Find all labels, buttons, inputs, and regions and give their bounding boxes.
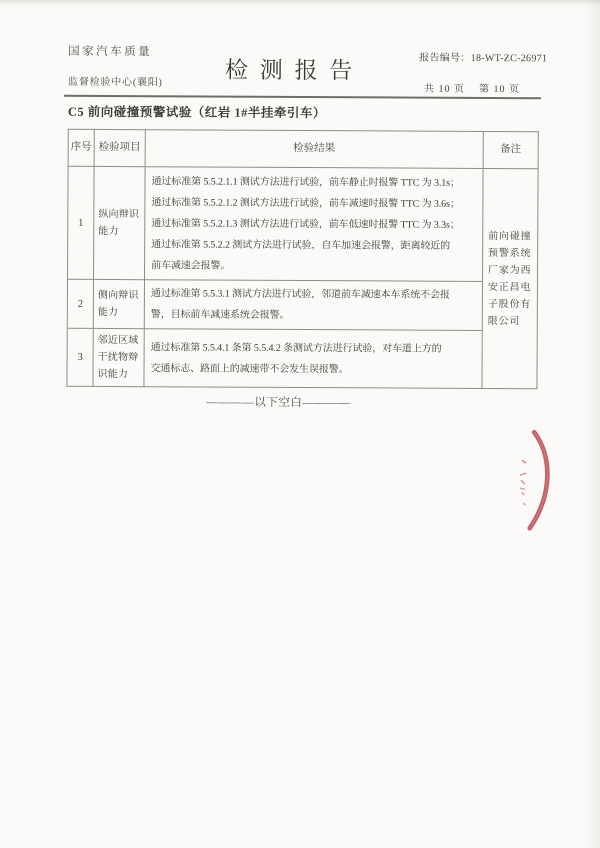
results-table — [66, 129, 538, 389]
row1-result: 通过标准第 5.5.2.1.1 测试方法进行试验，前车静止时报警 TTC 为 3.1s； 通过标准第 5.5.2.1.2 测试方法进行试验，前车减速时报警 TTC 为 3.6s； 通过标准第 5.5.2.1.3 测试方法进行试验，前车低速时报警 TTC 为 3.3s； 通过标准第 5.5.2.2 测试方法进行试验，自车加速会报警，距离较近的 前车减速会报警。 — [145, 167, 484, 282]
table-row — [67, 328, 537, 388]
document-title: 检 测 报 告 — [224, 57, 356, 84]
row3-result: 通过标准第 5.5.4.1 条第 5.5.4.2 条测试方法进行试验，对车道上方的 交通标志、路面上的减速带不会发生误报警。 — [144, 329, 482, 389]
row3-item: 邻近区域干扰物辩识能力 — [93, 328, 144, 386]
below-blank-note: ————以下空白———— — [206, 396, 351, 410]
row2-result: 通过标准第 5.5.3.1 测试方法进行试验，邻道前车减速本车系统不会报 警，目标前车减速系统会报警。 — [144, 280, 482, 331]
table-row — [68, 166, 539, 281]
row3-seq: 3 — [67, 328, 93, 386]
org-name-line1: 国家汽车质量 — [68, 45, 153, 59]
row2-item: 侧向辩识能力 — [93, 279, 144, 328]
org-name-line2: 监督检验中心(襄阳) — [68, 76, 163, 89]
remark-merged-cell: 前向碰撞预警系统厂家为西安正昌电子股份有限公司 — [482, 168, 538, 388]
section-title: C5 前向碰撞预警试验（红岩 1#半挂牵引车） — [67, 104, 326, 121]
table-header-row — [68, 129, 538, 168]
col-header-result: 检验结果 — [145, 130, 483, 169]
row2-seq: 2 — [67, 279, 93, 328]
header-divider — [64, 95, 541, 99]
page-count: 共 10 页 第 10 页 — [423, 83, 521, 96]
col-header-seq: 序号 — [68, 129, 94, 166]
report-number: 报告编号：18-WT-ZC-26971 — [419, 52, 548, 65]
col-header-remark: 备注 — [483, 131, 538, 168]
red-seal-edge-icon — [512, 428, 565, 532]
table-row — [67, 279, 537, 330]
row1-item: 纵向辩识能力 — [94, 166, 146, 279]
col-header-item: 检验项目 — [94, 129, 145, 166]
row1-seq: 1 — [68, 166, 95, 279]
